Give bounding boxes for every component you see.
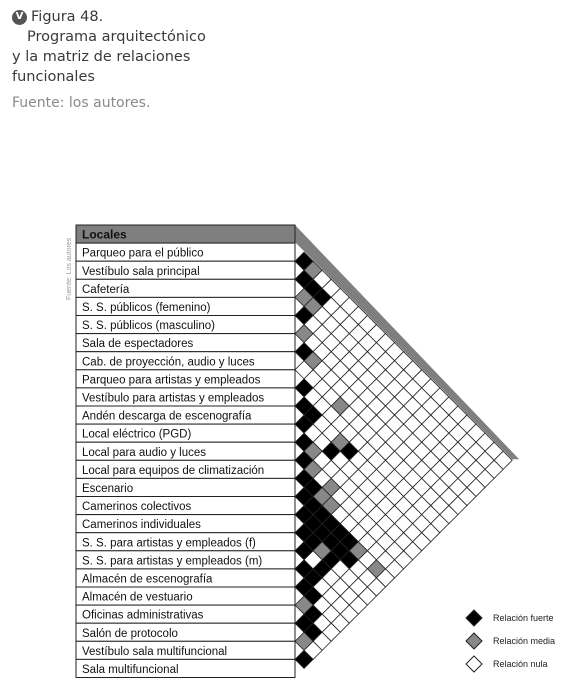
matrix-side-note: Fuente: Los autores: [66, 237, 73, 300]
locale-label: Camerinos colectivos: [82, 501, 192, 514]
locale-label: Parqueo para el público: [82, 247, 204, 260]
locale-label: Escenario: [82, 483, 134, 495]
caption-line-2: Programa arquitectónico: [27, 29, 206, 45]
locale-label: Sala de espectadores: [82, 338, 194, 351]
legend-swatch-m: [466, 633, 482, 649]
locale-label: Parqueo para artistas y empleados: [82, 374, 261, 387]
locale-label: Local para audio y luces: [82, 446, 207, 459]
locale-label: Salón de protocolo: [82, 627, 178, 640]
locales-header-label: Locales: [82, 227, 127, 242]
locale-label: Cab. de proyección, audio y luces: [82, 356, 255, 369]
locale-label: Andén descarga de escenografía: [82, 410, 252, 423]
locale-label: S. S. para artistas y empleados (f): [82, 537, 256, 550]
locale-label: Vestíbulo sala principal: [82, 265, 200, 278]
locale-label: S. S. para artistas y empleados (m): [82, 555, 263, 568]
locale-label: Vestíbulo sala multifuncional: [82, 645, 228, 658]
legend-swatch-f: [466, 610, 482, 626]
caption-line-4: funcionales: [12, 69, 95, 85]
legend-label: Relación media: [493, 636, 556, 646]
chapter-badge-icon: V: [12, 10, 27, 25]
locale-label: Almacén de vestuario: [82, 591, 193, 604]
figure-number: Figura 48.: [31, 9, 104, 25]
locale-label: Sala multifuncional: [82, 664, 179, 676]
locale-label: S. S. públicos (masculino): [82, 320, 215, 333]
caption-source: Fuente: los autores.: [12, 95, 151, 111]
locale-label: Local eléctrico (PGD): [82, 428, 192, 441]
legend-label: Relación nula: [493, 659, 548, 669]
locale-label: Almacén de escenografía: [82, 573, 213, 586]
locale-label: S. S. públicos (femenino): [82, 302, 211, 314]
locale-label: Oficinas administrativas: [82, 609, 204, 622]
locale-label: Local para equipos de climatización: [82, 464, 265, 477]
locale-label: Camerinos individuales: [82, 519, 201, 532]
caption-line-3: y la matriz de relaciones: [12, 49, 191, 65]
locale-label: Vestíbulo para artistas y empleados: [82, 392, 265, 405]
legend-swatch-n: [466, 656, 482, 672]
legend-label: Relación fuerte: [493, 613, 554, 623]
locale-label: Cafetería: [82, 283, 130, 296]
